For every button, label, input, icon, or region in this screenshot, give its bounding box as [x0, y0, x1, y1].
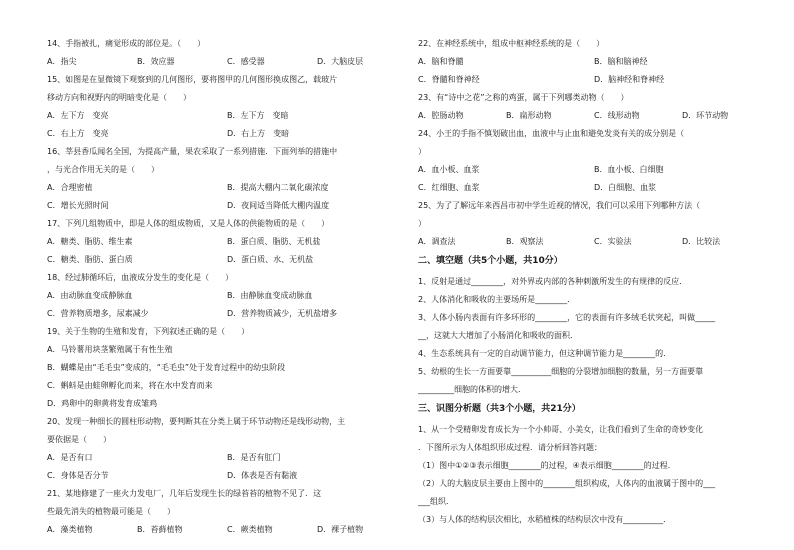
question-text-cont: 移动方向和视野内的明暗变化是（ ） — [47, 93, 191, 102]
option-q-right_mc-1-3[interactable]: D．环节动物 — [682, 111, 729, 120]
question-text: 20、发现一种细长的圆柱形动物，要判断其在分类上属于环节动物还是线形动物，主 — [47, 417, 346, 426]
option-q-left-6-1[interactable]: B．是否有肛门 — [227, 453, 281, 462]
question-text: 22、在神经系统中，组成中枢神经系统的是（ ） — [418, 39, 605, 48]
question-text: 24、小王的手指不慎划破出血，血液中与止血和避免发炎有关的成分别是（ — [418, 129, 685, 138]
option-q-left-7-2[interactable]: C．蕨类植物 — [227, 525, 273, 534]
option-q-right_mc-3-1[interactable]: B．观察法 — [506, 237, 544, 246]
diagram-analysis-line: ．下图所示为人体组织形成过程．请分析回答问题： — [418, 443, 602, 452]
options-q-left-3-b — [47, 254, 407, 266]
option-q-left-0-1[interactable]: B．效应器 — [137, 57, 175, 66]
option-q-left-1-3[interactable]: D．右上方 变暗 — [227, 129, 290, 138]
options-q-right_mc-0 — [418, 56, 770, 68]
option-q-left-4-2[interactable]: C．营养物质增多，尿素减少 — [47, 309, 149, 318]
option-q-left-1-1[interactable]: B．左下方 变暗 — [227, 111, 289, 120]
option-line: A．马铃薯用块茎繁殖属于有性生殖 — [47, 345, 173, 354]
question-text: 19、关于生物的生殖和发育，下列叙述正确的是（ ） — [47, 327, 250, 336]
options-q-right_mc-1 — [418, 110, 770, 122]
diagram-analysis-line: ___组织． — [418, 497, 454, 506]
option-q-left-1-2[interactable]: C．右上方 变亮 — [47, 129, 109, 138]
question-text-cont: ，与光合作用无关的是（ ） — [47, 165, 159, 174]
option-q-left-0-0[interactable]: A．指尖 — [47, 57, 77, 66]
fill-blank-line: 2、人体消化和吸收的主要场所是________． — [418, 295, 576, 304]
options-q-right_mc-2-b — [418, 182, 770, 194]
option-q-left-6-3[interactable]: D．体表是否有黏液 — [227, 471, 298, 480]
option-line: C．蝌蚪是由蛙卵孵化而来，将在水中发育而来 — [47, 381, 213, 390]
option-q-left-4-1[interactable]: B．由静脉血变成动脉血 — [227, 291, 313, 300]
options-q-left-2-b — [47, 200, 407, 212]
question-text: 14、手指被扎，痛觉形成的部位是。（ ） — [47, 39, 206, 48]
option-q-left-2-2[interactable]: C．增长光照时间 — [47, 201, 109, 210]
option-q-right_mc-1-1[interactable]: B．扁形动物 — [506, 111, 552, 120]
diagram-analysis-line: （3）与人体的结构层次相比，水稻植株的结构层次中没有__________． — [418, 515, 672, 524]
option-q-left-4-3[interactable]: D．营养物质减少，无机盐增多 — [227, 309, 338, 318]
options-q-right_mc-3 — [418, 236, 770, 248]
option-q-left-3-2[interactable]: C．糖类、脂肪、蛋白质 — [47, 255, 133, 264]
option-line: D．鸡卵中的卵黄将发育成雏鸡 — [47, 399, 158, 408]
question-text: 21、某地修建了一座火力发电厂，几年后发现生长的绿苔苔的植物不见了．这 — [47, 489, 322, 498]
option-q-left-3-0[interactable]: A．糖类、脂肪、维生素 — [47, 237, 133, 246]
diagram-analysis-heading: 三、识图分析题（共3个小题，共21分） — [418, 404, 581, 414]
option-q-right_mc-2-3[interactable]: D．白细胞、血浆 — [594, 183, 657, 192]
option-q-left-2-3[interactable]: D．夜间适当降低大棚内温度 — [227, 201, 330, 210]
left-column — [47, 38, 407, 542]
options-q-left-6 — [47, 452, 407, 464]
option-q-right_mc-0-2[interactable]: C．脊髓和脊神经 — [418, 75, 480, 84]
options-q-left-0 — [47, 56, 407, 68]
option-q-right_mc-1-2[interactable]: C．线形动物 — [594, 111, 640, 120]
options-q-left-3 — [47, 236, 407, 248]
option-line: B．蝴蝶是由“毛毛虫”变成的，“毛毛虫”处于发育过程中的幼虫阶段 — [47, 363, 286, 372]
question-text-cont: 些最先消失的植物最可能是（ ） — [47, 507, 175, 516]
option-q-right_mc-2-1[interactable]: B．血小板、白细胞 — [594, 165, 664, 174]
question-text-cont: 要依据是（ ） — [47, 435, 111, 444]
fill-blank-heading: 二、填空题（共5个小题，共10分） — [418, 256, 563, 266]
diagram-analysis-line: 1、从一个受精卵发育成长为一个小帅哥、小美女，让我们看到了生命的奇妙变化 — [418, 425, 704, 434]
option-q-right_mc-0-0[interactable]: A．脑和脊髓 — [418, 57, 464, 66]
options-q-left-1 — [47, 110, 407, 122]
fill-blank-line: __，这就大大增加了小肠消化和吸收的面积． — [418, 331, 578, 340]
question-text: 17、下列几组物质中，即是人体的组成物质，又是人体的供能物质的是（ ） — [47, 219, 330, 228]
option-q-left-6-0[interactable]: A．是否有口 — [47, 453, 93, 462]
diagram-analysis-line: （1）图中①②③表示细胞________的过程，④表示细胞________的过程． — [418, 461, 676, 470]
fill-blank-line: 1、反射是通过________，对外界或内部的各种刺激所发生的有规律的反应． — [418, 277, 688, 286]
option-q-left-6-2[interactable]: C．身体是否分节 — [47, 471, 109, 480]
question-text: 18、经过肺循环后，血液成分发生的变化是（ ） — [47, 273, 234, 282]
fill-blank-line: _________细胞的体积的增大． — [418, 385, 526, 394]
option-q-right_mc-3-3[interactable]: D．比较法 — [682, 237, 721, 246]
option-q-left-0-3[interactable]: D．大脑皮层 — [317, 57, 364, 66]
fill-blank-line: 3、人体小肠内表面有许多环形的________，它的表面有许多绒毛状突起，叫做_____ — [418, 313, 716, 322]
option-q-right_mc-0-1[interactable]: B．脑和脑神经 — [594, 57, 648, 66]
options-q-right_mc-0-b — [418, 74, 770, 86]
options-q-left-6-b — [47, 470, 407, 482]
question-text-cont: ） — [418, 147, 426, 156]
option-q-right_mc-3-2[interactable]: C．实验法 — [594, 237, 632, 246]
options-q-right_mc-2 — [418, 164, 770, 176]
fill-blank-line: 4、生态系统具有一定的自动调节能力，但这种调节能力是________的． — [418, 349, 672, 358]
fill-blank-line: 5、幼根的生长一方面要靠__________细胞的分裂增加细胞的数量，另一方面要靠 — [418, 367, 704, 376]
option-q-right_mc-0-3[interactable]: D．脑神经和脊神经 — [594, 75, 665, 84]
option-q-right_mc-2-0[interactable]: A．血小板、血浆 — [418, 165, 480, 174]
option-q-right_mc-3-0[interactable]: A．调查法 — [418, 237, 456, 246]
options-q-left-4 — [47, 290, 407, 302]
option-q-left-2-0[interactable]: A．合理密植 — [47, 183, 93, 192]
options-q-left-2 — [47, 182, 407, 194]
question-text: 16、莘县香瓜闻名全国，为提高产量，果农采取了一系列措施．下面列举的措施中 — [47, 147, 338, 156]
option-q-left-3-1[interactable]: B．蛋白质、脂肪、无机盐 — [227, 237, 321, 246]
option-q-left-4-0[interactable]: A．由动脉血变成静脉血 — [47, 291, 133, 300]
question-text: 23、有“诗中之花”之称的鸡蛋，属于下列哪类动物（ ） — [418, 93, 629, 102]
option-q-left-1-0[interactable]: A．左下方 变亮 — [47, 111, 109, 120]
option-q-left-7-3[interactable]: D．裸子植物 — [317, 525, 364, 534]
option-q-left-0-2[interactable]: C．感受器 — [227, 57, 265, 66]
option-q-left-3-3[interactable]: D．蛋白质、水、无机盐 — [227, 255, 314, 264]
question-text: 15、如图是在显微镜下观察到的几何图形，要将图甲的几何图形换成图乙，载玻片 — [47, 75, 338, 84]
question-text: 25、为了了解远年来西昌市初中学生近视的情况，我们可以采用下列哪种方法（ — [418, 201, 701, 210]
options-q-left-7 — [47, 524, 407, 536]
option-q-left-2-1[interactable]: B．提高大棚内二氧化碳浓度 — [227, 183, 329, 192]
question-text-cont: ） — [418, 219, 426, 228]
options-q-left-4-b — [47, 308, 407, 320]
option-q-left-7-0[interactable]: A．藻类植物 — [47, 525, 93, 534]
option-q-left-7-1[interactable]: B．苔藓植物 — [137, 525, 183, 534]
option-q-right_mc-2-2[interactable]: C．红细胞、血浆 — [418, 183, 480, 192]
options-q-left-1-b — [47, 128, 407, 140]
option-q-right_mc-1-0[interactable]: A．腔肠动物 — [418, 111, 464, 120]
right-column — [418, 38, 770, 532]
diagram-analysis-line: （2）人的大脑皮层主要由上图中的________组织构成，人体内的血液属于图中的___ — [418, 479, 716, 488]
